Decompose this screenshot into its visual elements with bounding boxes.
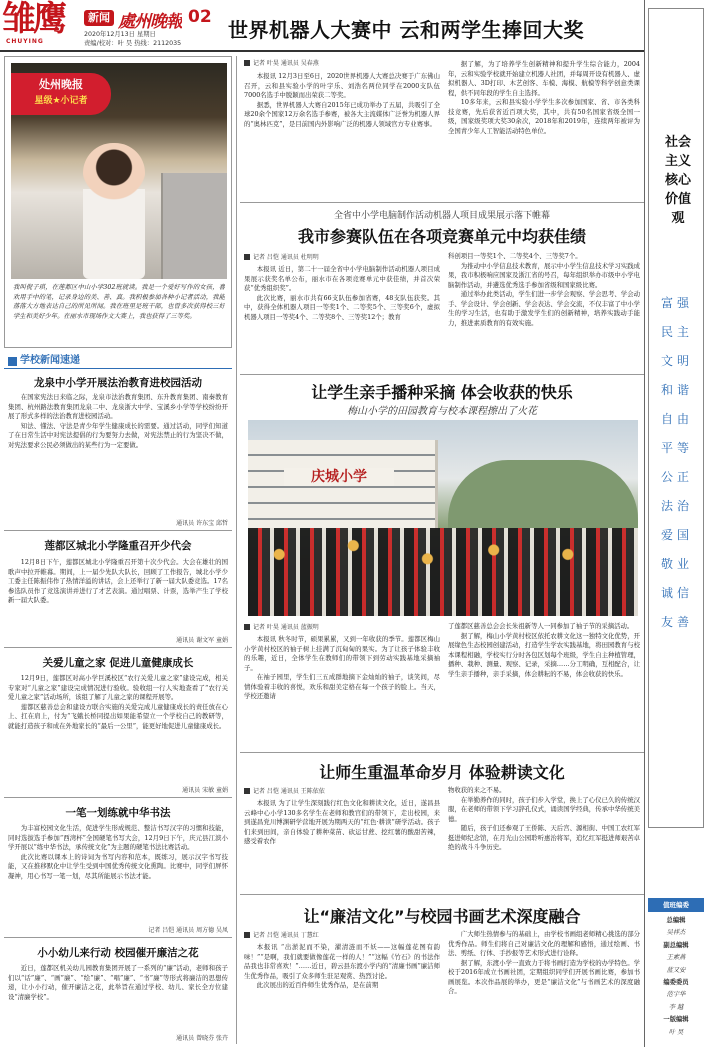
square-icon bbox=[244, 60, 250, 66]
section-label: 新闻 bbox=[88, 11, 110, 24]
article-sign: 通讯员 谢文军 童娟 bbox=[176, 637, 228, 644]
paragraph: 此次展出的近百件师生优秀作品，是在前期 bbox=[256, 981, 379, 989]
square-icon bbox=[8, 357, 17, 366]
value-item: 爱国 bbox=[660, 528, 693, 542]
article-byline bbox=[244, 622, 319, 631]
logo-text: 雏鹰 bbox=[2, 0, 64, 39]
duty-line: 编委委员 bbox=[663, 979, 689, 987]
harvest-photo bbox=[248, 420, 638, 616]
paragraph: 据了解，梅山小学黄村校区依托农耕文化这一独特文化优势，开展缘色生态校园创建活动，打造学生学农实践基地，将田园教育与校本课程相融，学校实行分时各包区划每个班级，学生自主种植管理，播种、栽种、测量、观察、记录，采摘……分工明确，互相配合，让学生亲手播种，亲手采摘，体会耕耘的不易，体会收获的快乐。 bbox=[448, 631, 640, 678]
news-section-header bbox=[4, 354, 232, 369]
logo-pinyin: CHUYING bbox=[6, 38, 44, 45]
star-banner-bottom: 星级★小记者 bbox=[34, 96, 88, 106]
masthead-staff: 责编/校对：叶 昊 热线：2112035 bbox=[84, 40, 182, 47]
value-item: 自由 bbox=[660, 412, 693, 426]
article-col-2 bbox=[448, 622, 640, 679]
byline-text: 记者 叶昊 通讯员 蓝振明 bbox=[253, 624, 319, 631]
paragraph: 在袖子园里，学生们三五成群地摘下金灿灿的袖子，谈笑间，尽情体验着丰收的喜悦，欢乐和甜美定格在每一个孩子的脸上。当天，学校还邀请 bbox=[244, 673, 440, 700]
square-icon bbox=[244, 788, 250, 794]
girl-figure bbox=[83, 143, 145, 279]
divider bbox=[240, 202, 644, 203]
lead-col-1 bbox=[244, 72, 440, 129]
star-banner-top: 处州晚报 bbox=[39, 78, 83, 91]
article-col-1 bbox=[244, 799, 440, 847]
value-item: 公正 bbox=[660, 470, 693, 484]
sidebar-rule bbox=[644, 0, 645, 1047]
masthead bbox=[0, 0, 708, 48]
article-title: 莲都区城北小学隆重召开少代会 bbox=[44, 540, 192, 552]
article-body bbox=[8, 558, 228, 606]
lead-byline bbox=[244, 58, 319, 67]
article-title: 龙泉中小学开展法治教育进校园活动 bbox=[34, 377, 202, 389]
photo-wall bbox=[161, 173, 227, 279]
news-section-title: 学校新闻速递 bbox=[20, 355, 80, 366]
star-photo bbox=[11, 63, 227, 279]
masthead-logo bbox=[2, 0, 76, 40]
byline-text: 记者 吕恺 通讯员 王陈依依 bbox=[253, 788, 325, 795]
article-title: 关爱儿童之家 促进儿童健康成长 bbox=[42, 657, 194, 669]
duty-box bbox=[648, 898, 704, 1040]
duty-line: 副总编辑 bbox=[663, 941, 689, 949]
article-title: 让学生亲手播种采摘 体会收获的快乐 bbox=[311, 383, 573, 402]
value-item: 富强 bbox=[660, 296, 693, 310]
star-banner bbox=[11, 73, 111, 115]
paragraph: 本报讯 为了让学生深刻践行红色文化和耕读文化，近日，遂昌县云峰中心小学130多名学生在老师和教官们的带领下，走出校园，来到遂昌党川博渊研学营地开展为期两天的“红色·耕读”研学活动。孩子们来到田间，亲自体验了耕种菜苗、砍运甘蔗、挖红薯的酸甜苦辣，感受着农作 bbox=[244, 799, 440, 845]
paragraph: 广大师生热情参与的基础上，由学校书画组老师精心挑选的部分优秀作品。师生们将自己对廉洁文化的理解和感悟，通过绘画、书法、剪纸、行体、手抄报等艺术形式进行诠释。 bbox=[448, 930, 640, 957]
article-byline bbox=[244, 930, 319, 939]
article-body bbox=[8, 393, 228, 450]
paragraph: 为推动中小学信息技术教育，展示中小学生信息技术学习实践成果，我市积极响应国家及浙江省的号召，每年组织举办市级中小学电脑制作活动，并遴选优秀选手参加省级和国家级比赛。 bbox=[448, 261, 640, 289]
paragraph: 知法、懂法、守法是青少年学生健康成长的需要。通过活动，同学们知道了在日常生活中对宪法提倡的行为要努力去做，对宪法禁止的行为坚决不做，对宪法要求公民必须做出的某些行为一定要做。 bbox=[8, 421, 228, 449]
article-col-2 bbox=[448, 786, 640, 853]
article-col-2 bbox=[448, 930, 640, 997]
value-item: 友善 bbox=[660, 615, 693, 629]
crowd bbox=[248, 528, 638, 616]
duty-line: 蓝又安 bbox=[666, 966, 686, 974]
divider bbox=[4, 530, 232, 531]
article-byline bbox=[244, 252, 319, 261]
paragraph: 本报讯 “出淤泥而不染，濯清涟而不妖——这幅莲花图有韵味！”“是啊，我们就要做像莲花一样的人！”“这幅《竹石》的书法作品我也非常喜欢！”……近日，碧云县东渡小学内的“清廉书画”廉洁师生优秀作品，吸引了众多师生驻足观赏、热烈讨论。 bbox=[244, 943, 440, 980]
values-list bbox=[651, 289, 703, 637]
paragraph: 在举勤养作的同时，孩子们步入学堂，换上了心仪已久的传统汉服，在老师的带领下学习辞孔仪式，诵读国学经典，传承中华传统美德。 bbox=[448, 795, 640, 823]
value-item: 敬业 bbox=[660, 557, 693, 571]
divider bbox=[240, 894, 644, 895]
paragraph: 科创项目一等奖1个、二等奖4个、三等奖7个。 bbox=[448, 252, 582, 260]
divider bbox=[240, 374, 644, 375]
article-col-1 bbox=[244, 635, 440, 702]
paragraph: 通过举办此类活动，学生们进一步学会观察、学会思考、学会动手、学会设计、学会创新、学会表达、学会交流，不仅丰富了中小学生的学习生活，也有助于激发学生们的创新精神，培养实践动手能力，推进素质教育的有效实施。 bbox=[448, 290, 640, 327]
paragraph: 本报讯 12月3日至6日，2020世界机器人大赛总决赛于广东佛山召开，云和县实验小学的叶宇乐、刘浩名两位同学在2000支队伍7000名选手中脱颖而出荣获二等奖。 bbox=[244, 72, 440, 99]
duty-list bbox=[648, 912, 704, 1039]
value-item: 和谐 bbox=[660, 383, 693, 397]
paragraph: 12月8日下午，莲都区城北小学隆重召开第十次少代会。大会在雄壮的国歌声中拉开帷幕。期间，上一届少先队大队长，回顾了工作报告，城北小学少工委主任陈振伟作了热情洋溢的讲话，会上还举行了新一届大队委竞选。17名参选队员作了竞选演讲并进行了才艺表演。通过唱票、计票，选举产生了学校新一届大队委。 bbox=[8, 558, 228, 604]
paragraph: 12月9日，莲都区对高小学巨溪校区“农行关爱儿童之家”建设完成，相关专家对“儿童之家”建设完成情况进行验收。验收组一行人实地查看了“农行关爱儿童之家”活动场所，该组了解了儿童之家的课程开展等。 bbox=[8, 674, 228, 701]
paragraph: 近日，莲都区机关幼儿园教育集团开展了一系列的“廉”活动，老师和孩子们以“话”廉”、“画”廉”、“绘”廉”、“唱”廉”、“书”廉”等形式将廉洁的思想传递，让小小行动，催开廉洁之花，此举旨在通过学校、幼儿、家长全方位建设“清廉学校”。 bbox=[8, 964, 228, 1001]
byline-text: 记者 吕恺 通讯员 丁慧红 bbox=[253, 932, 319, 939]
paragraph: 莲都区慈善总会和建设方联合实施的关爱完成儿童健康成长的责任放在心上、扛在肩上，付为“飞蛾长桥同提出如果能希望立一个学校自己的教研等，就能打造孩子和成在外地家长的“最后一公里”，能更好地促进儿童健康成长。 bbox=[8, 702, 228, 730]
value-item: 诚信 bbox=[660, 586, 693, 600]
square-icon bbox=[244, 624, 250, 630]
value-item: 平等 bbox=[660, 441, 693, 455]
building-sign: 庆城小学 bbox=[284, 468, 394, 486]
value-item: 民主 bbox=[660, 325, 693, 339]
duty-line: 范宇华 bbox=[666, 991, 686, 999]
article-sign: 记者 吕恺 通讯员 周方德 吴凤 bbox=[148, 927, 228, 934]
paragraph: 10多年来，云和县实验小学学生多次参加国家、省、市各类科技竞赛，先后获省近百项大奖，其中，共有50名国家省级全国一级，国家级奖项大奖30余次，2018年和2019年，连续两年被评为全国青少年人工智能活动特色单位。 bbox=[448, 98, 640, 135]
star-caption: 我叫倪子琪，在莲都区中山小学302班就读。我是一个爱好写作的女孩，喜欢用手中的笔，记录身边的美、善、真。我积极参加各种小记者活动，我能落落大方地表达自己的所见所闻。我在班里是班干部，也曾多次获得校三好学生和美好少年。在丽水市现场作文大赛上，我也获得了三等奖。 bbox=[13, 284, 225, 320]
paragraph: 在国家宪法日来临之际，龙泉市法治教育集团、东升教育集团、南秦教育集团、杭州路法教育集团龙泉二中、龙泉浙大中学、宝溪乡小学等学校纷纷开展了形式多样的法治教育进校园活动。 bbox=[8, 393, 228, 420]
duty-head: 值班编委 bbox=[648, 898, 704, 912]
article-title: 让师生重温革命岁月 体验耕读文化 bbox=[319, 763, 565, 782]
divider bbox=[240, 752, 644, 753]
lead-col-2 bbox=[448, 60, 640, 136]
article-col-1 bbox=[244, 943, 440, 991]
paragraph: 据悉，世界机器人大赛自2015年已成功举办了五届，共吸引了全球20余个国家12万余名选手参赛，被各大主流媒体广泛誉为机器人界的“奥林匹克”，是目前国内外影响广泛的机器人领域官方专业赛事。 bbox=[244, 100, 440, 128]
article-sign: 通讯员 曾晓芬 张卉 bbox=[176, 1035, 228, 1042]
masthead-rule bbox=[0, 50, 644, 52]
paragraph: 本报讯 近日，第二十一届全省中小学电脑制作活动机器人项目成果展示获奖名单公布，丽水市在各项竞赛单元中获佳绩，并首次荣获“优秀组织奖”。 bbox=[244, 265, 440, 292]
article-sign: 通讯员 许东宝 邱哲 bbox=[176, 520, 228, 527]
paragraph: 本报讯 秋冬时节，硕果累累，又到一年收获的季节。莲都区梅山小学黄村校区的袖子树上挂满了沉甸甸的果实。为了让孩子体验丰收的乐趣，近日，全体学生在教师们的带领下到劳动实践基地采摘袖子。 bbox=[244, 635, 440, 672]
hill bbox=[448, 460, 638, 530]
article-body bbox=[8, 824, 228, 881]
paragraph: 据了解，为了培养学生创新精神和提升学生综合能力，2004年，云和实验学校就开始建立机器人社团，并每周开设有机器人、虚拟机器人、3D打印、木艺创客、车模、海模、航模等科学创意类课程，供不同年段的学生自主选择。 bbox=[448, 60, 640, 97]
duty-line: 王素燕 bbox=[666, 954, 686, 962]
article-title: 我市参赛队伍在各项竞赛单元中均获佳绩 bbox=[297, 227, 586, 246]
masthead-date: 2020年12月13日 星期日 bbox=[84, 31, 156, 38]
article-title: 小小幼儿来行动 校园催开廉洁之花 bbox=[37, 947, 199, 959]
divider bbox=[4, 797, 232, 798]
values-sidebar bbox=[648, 8, 704, 828]
value-item: 文明 bbox=[660, 354, 693, 368]
paper-name: 處州晚報 bbox=[118, 12, 182, 32]
article-title: 让“廉洁文化”与校园书画艺术深度融合 bbox=[303, 907, 581, 926]
paragraph: 为丰富校园文化生活，促进学生形成规范、整洁书写汉字的习惯和技能，同时选拔选手参加“西湾杯”全国硬笔书写大会，12月9日下午，庆元县江滨小学开展以“练中华书法，承传统文化”为主题的硬笔书法比赛活动。 bbox=[8, 824, 228, 851]
paragraph: 了莲都区慈善总会会长朱祖新等人一同参加了袖子节的采摘活动。 bbox=[448, 622, 634, 630]
divider bbox=[4, 937, 232, 938]
article-col-2 bbox=[448, 252, 640, 328]
duty-line: 叶 昊 bbox=[668, 1028, 684, 1036]
paragraph: 物收获的来之不易。 bbox=[448, 786, 506, 794]
duty-line: 一版编辑 bbox=[663, 1016, 689, 1024]
values-head: 社会主义核心价值观 bbox=[664, 135, 691, 226]
byline-text: 记者 叶昊 通讯员 吴春燕 bbox=[253, 60, 319, 67]
page-number: 02 bbox=[188, 7, 212, 27]
article-byline bbox=[244, 786, 325, 795]
paragraph: 此次比赛，丽水市共有66支队伍参加省赛，48支队伍获奖。其中，获得全体机器人项目一等奖1个、二等奖5个、三等奖6个，虚拟机器人项目一等奖4个、二等奖8个、三等奖12个；教育 bbox=[244, 293, 440, 321]
article-sign: 通讯员 宋敏 童娟 bbox=[182, 787, 228, 794]
duty-line: 吴祥杰 bbox=[666, 929, 686, 937]
star-reporter-box bbox=[4, 56, 232, 348]
column-rule bbox=[236, 56, 237, 1044]
square-icon bbox=[244, 932, 250, 938]
school-building bbox=[248, 440, 438, 530]
divider bbox=[4, 647, 232, 648]
article-col-1 bbox=[244, 265, 440, 322]
square-icon bbox=[244, 254, 250, 260]
paragraph: 此次比赛以课本上的诗词为书写内容和范本，既练习，展示汉字书写技能，又在推移默化中让学生受到中国优秀传统文化熏陶。比赛中，同学们屏怀凝神，用心书写一笔一划，尽其所能展示书法才能。 bbox=[8, 852, 228, 880]
value-item: 法治 bbox=[660, 499, 693, 513]
lead-headline: 世界机器人大赛中 云和两学生捧回大奖 bbox=[228, 18, 584, 42]
article-body bbox=[8, 964, 228, 1002]
paragraph: 随后，孩子们还参观了王侨陈、天后宫、源相街、中国工农红军挺进师纪念馆，在月光山公园聆听惠治将军，追忆红军挺进师艰苦卓绝的战斗斗争历史。 bbox=[448, 824, 640, 851]
byline-text: 记者 吕恺 通讯员 杜明明 bbox=[253, 254, 319, 261]
section-badge bbox=[84, 10, 114, 26]
paragraph: 据了解，东渡小学一直致力于将书画打造为学校的办学特色。学校于2016年成立书画社团，定期组织同学们开展书画比赛，参加书画展览。本次作品展的举办，更是“廉洁文化”与书画艺术的深度融合。 bbox=[448, 958, 640, 995]
duty-line: 李 越 bbox=[668, 1003, 684, 1011]
article-subtitle: 梅山小学的田园教育与校本课程擦出了火花 bbox=[347, 406, 537, 417]
article-kicker: 全省中小学电脑制作活动机器人项目成果展示落下帷幕 bbox=[333, 211, 550, 221]
duty-line: 总编辑 bbox=[666, 917, 686, 924]
article-body bbox=[8, 674, 228, 731]
article-title: 一笔一划练就中华书法 bbox=[65, 807, 171, 819]
